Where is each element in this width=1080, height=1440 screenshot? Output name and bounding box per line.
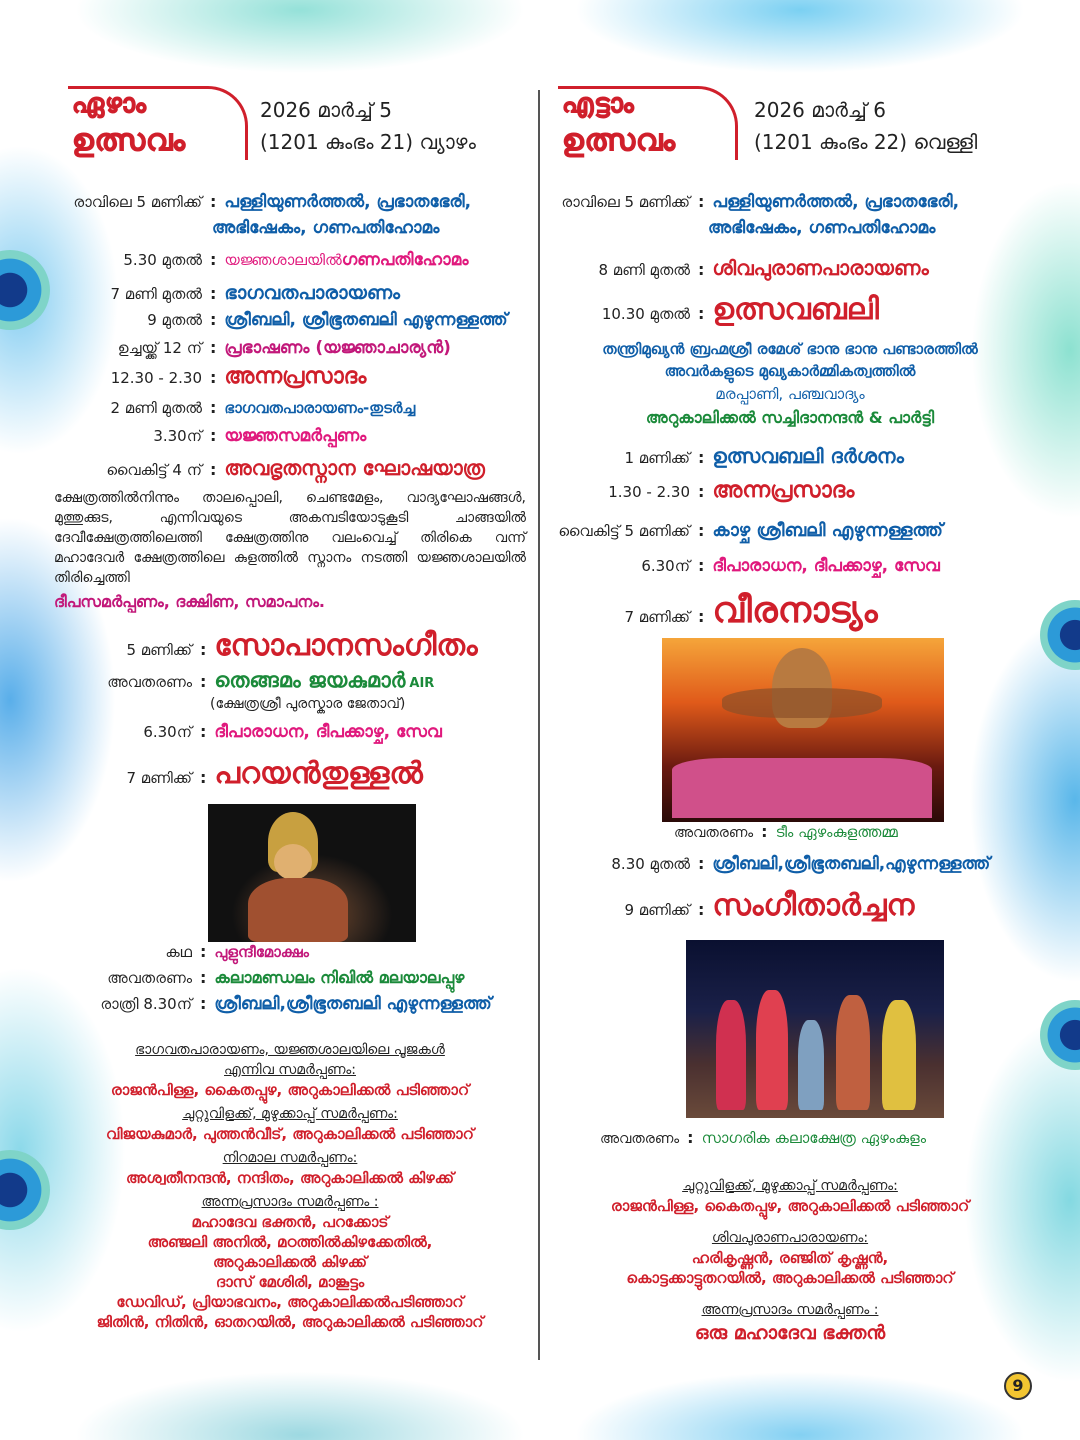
utsavabali-row: 10.30 മുതൽ : ഉത്സവബലി <box>550 292 879 327</box>
row-label: 12.30 - 2.30 <box>110 369 202 387</box>
row-value: കലാമണ്ഡലം നിഖിൽ മലയാലപ്പുഴ <box>214 968 465 987</box>
parayan-row: 7 മണിക്ക് : പറയൻതുള്ളൽ <box>50 756 423 791</box>
row-label: അവതരണം <box>600 1131 680 1147</box>
sponsor-name: കൊട്ടക്കാട്ടുതറയിൽ, അറുകാലിക്കൽ പടിഞ്ഞാറ് <box>626 1269 954 1287</box>
sponsor-heading: എന്നിവ സമർപ്പണം: <box>224 1062 356 1078</box>
row-label: 7 മണിക്ക് <box>624 608 690 626</box>
schedule-row: 2 മണി മുതൽ : ഭാഗവതപാരായണം-തുടർച്ച <box>50 398 415 417</box>
performer-row: അവതരണം : തെങ്ങമം ജയകുമാർ AIR <box>50 668 434 693</box>
day-eight-column <box>550 80 1030 1344</box>
sponsors-list <box>50 1036 530 1332</box>
schedule-row: വൈകിട്ട് 4 ന് : അവഭൃതസ്നാന ഘോഷയാത്ര <box>50 456 485 480</box>
performer-row: അവതരണം : സാഗരിക കലാക്ഷേത്ര ഏഴംകുളം <box>600 1128 927 1147</box>
veeranatyam-title: വീരനാട്യം <box>712 590 878 631</box>
row-label: 1 മണിക്ക് <box>624 449 690 467</box>
row-value: അന്നപ്രസാദം <box>712 478 855 503</box>
day-header <box>550 80 1030 170</box>
row-value: അഭിഷേകം, ഗണപതിഹോമം <box>708 218 936 238</box>
sangeetharchana-title: സംഗീതാർച്ചന <box>712 888 915 923</box>
row-value: ദീപാരാധന, ദീപക്കാഴ്ച, സേവ <box>712 556 940 576</box>
sponsor-name: ഒരു മഹാദേവ ഭക്തൻ <box>694 1322 886 1344</box>
performer-suffix: AIR <box>409 676 435 691</box>
row-value: പള്ളിയുണർത്തൽ, പ്രഭാതഭേരി, <box>224 192 472 212</box>
sponsor-name: അശ്വതീനന്ദൻ, നന്ദിതം, അറുകാലിക്കൽ കിഴക്ക് <box>126 1169 454 1187</box>
sangeetharchana-row: 9 മണിക്ക് : സംഗീതാർച്ചന <box>550 888 914 923</box>
schedule-row: 8.30 മുതൽ : ശ്രീബലി,ശ്രീഭൂതബലി,എഴുന്നള്ളത്ത് <box>550 854 990 874</box>
sponsors-list <box>550 1172 1030 1346</box>
badge-line2: ഉത്സവം <box>72 123 186 158</box>
ottanthullal-performer-photo <box>208 804 416 942</box>
award-note: (ക്ഷേത്രശ്രീ പുരസ്കാര ജേതാവ്) <box>210 696 406 712</box>
schedule-row: 3.30ന് : യജ്ഞസമർപ്പണം <box>50 426 366 446</box>
schedule-row: 6.30ന് : ദീപാരാധന, ദീപക്കാഴ്ച, സേവ <box>50 722 442 742</box>
schedule-row: 9 മുതൽ : ശ്രീബലി, ശ്രീഭൂതബലി എഴുന്നള്ളത്ത് <box>50 310 508 330</box>
row-value: യജ്ഞസമർപ്പണം <box>224 426 367 446</box>
row-value: ഭാഗവതപാരായണം-തുടർച്ച <box>224 399 416 417</box>
schedule-row: 12.30 - 2.30 : അന്നപ്രസാദം <box>50 364 366 389</box>
badge-line1: എട്ടാം <box>562 89 635 119</box>
singers-group-photo <box>686 940 944 1118</box>
sponsor-heading: അന്നപ്രസാദം സമർപ്പണം : <box>701 1302 879 1318</box>
row-value: യജ്ഞശാലയിൽ <box>224 251 342 269</box>
sponsor-name: മഹാദേവ ഭക്തൻ, പറക്കോട് <box>191 1213 389 1231</box>
date-line2: (1201 കുംഭം 21) വ്യാഴം <box>260 130 476 154</box>
row-label: 6.30ന് <box>641 557 690 575</box>
schedule-row: 8 മണി മുതൽ : ശിവപുരാണപാരായണം <box>550 256 929 280</box>
page-number: 9 <box>1004 1372 1032 1400</box>
badge-line2: ഉത്സവം <box>562 123 676 158</box>
schedule-row: 7 മണി മുതൽ : ഭാഗവതപാരായണം <box>50 282 400 304</box>
row-value-highlight: ഗണപതിഹോമം <box>341 250 469 270</box>
sopanam-row: 5 മണിക്ക് : സോപാനസംഗീതം <box>50 628 478 663</box>
sponsor-name: അഞ്ജലി അനിൽ, മഠത്തിൽകിഴക്കേതിൽ, <box>147 1233 433 1251</box>
row-label: അവതരണം <box>107 969 192 987</box>
row-label: 10.30 മുതൽ <box>601 305 690 323</box>
sponsor-heading: ശിവപുരാണപാരായണം: <box>711 1230 869 1246</box>
schedule-row: 1 മണിക്ക് : ഉത്സവബലി ദർശനം <box>550 444 904 468</box>
row-label: കഥ <box>165 943 192 961</box>
row-label: 5 മണിക്ക് <box>126 641 192 659</box>
badge-line1: ഏഴാം <box>72 89 147 119</box>
row-value: ശ്രീബലി, ശ്രീഭൂതബലി എഴുന്നള്ളത്ത് <box>224 310 508 330</box>
day-date <box>260 94 476 158</box>
row-label: 1.30 - 2.30 <box>608 483 690 501</box>
date-line2: (1201 കുംഭം 22) വെള്ളി <box>754 130 978 154</box>
program-page <box>50 80 1030 1400</box>
katha-row: കഥ : പുളുന്ദീമോക്ഷം <box>50 942 309 961</box>
utsavabali-title: ഉത്സവബലി <box>712 292 879 327</box>
row-value: ഭാഗവതപാരായണം <box>224 282 401 304</box>
row-value: അവഭൃതസ്നാന ഘോഷയാത്ര <box>224 456 485 480</box>
sponsor-heading: അന്നപ്രസാദം സമർപ്പണം : <box>201 1194 379 1210</box>
sponsor-heading: നിറമാല സമർപ്പണം: <box>222 1150 358 1166</box>
sponsor-name: ഡേവിഡ്, പ്രിയാഭവനം, അറുകാലിക്കൽപടിഞ്ഞാറ് <box>116 1293 464 1311</box>
schedule-row: 6.30ന് : ദീപാരാധന, ദീപക്കാഴ്ച, സേവ <box>550 556 940 576</box>
row-label: 7 മണി മുതൽ <box>110 285 202 303</box>
row-value: അഭിഷേകം, ഗണപതിഹോമം <box>212 218 440 238</box>
sponsor-name: ജിതിൻ, നിതിൻ, ഓതറയിൽ, അറുകാലിക്കൽ പടിഞ്ഞാറ് <box>96 1313 484 1331</box>
row-label: 9 മണിക്ക് <box>624 901 690 919</box>
tantri-block: തന്ത്രിമുഖ്യൻ ബ്രഹ്മശ്രീ രമേശ് ഭാനു ഭാനു പണ്ടാരത്തിൽ അവർകളുടെ മുഖ്യകാർമ്മികത്വത്തിൽ മരപ്പാണി, പഞ്ചവാദ്യം അറുകാലിക്കൽ സച്ചിദാനന്ദൻ & പാർട്ടി <box>602 340 978 427</box>
row-label: 2 മണി മുതൽ <box>110 399 202 417</box>
sponsor-name: ഹരികൃഷ്ണൻ, രഞ്ജിത് കൃഷ്ണൻ, <box>691 1249 889 1267</box>
sponsor-heading: ഭാഗവതപാരായണം, യജ്ഞശാലയിലെ പൂജകൾ <box>135 1042 445 1058</box>
column-divider <box>538 90 540 1360</box>
row-value: ശ്രീബലി,ശ്രീഭൂതബലി എഴുന്നള്ളത്ത് <box>214 994 492 1014</box>
row-label: രാവിലെ 5 മണിക്ക് <box>73 193 202 211</box>
row-label: 9 മുതൽ <box>147 311 202 329</box>
performer-row: അവതരണം : ടീം ഏഴംകുളത്തമ്മ <box>674 822 898 841</box>
sponsor-name: വിജയകുമാർ, പുത്തൻവീട്, അറുകാലിക്കൽ പടിഞ്ഞാറ് <box>106 1125 474 1143</box>
row-label: ഉച്ചയ്ക്ക് 12 ന് <box>117 339 202 357</box>
row-label: അവതരണം <box>674 825 754 841</box>
row-value: കാഴ്ച ശ്രീബലി എഴുന്നള്ളത്ത് <box>712 520 943 541</box>
performer-row: അവതരണം : കലാമണ്ഡലം നിഖിൽ മലയാലപ്പുഴ <box>50 968 464 988</box>
sponsor-heading: ചുറ്റുവിളക്ക്, മുഴുക്കാപ്പ് സമർപ്പണം: <box>182 1106 398 1122</box>
row-label: 6.30ന് <box>143 723 192 741</box>
sponsor-name: അറുകാലിക്കൽ കിഴക്ക് <box>213 1253 367 1271</box>
procession-end: ദീപസമർപ്പണം, ദക്ഷിണ, സമാപനം. <box>54 592 325 611</box>
row-value: ശിവപുരാണപാരായണം <box>712 256 929 280</box>
row-value: പ്രഭാഷണം (യജ്ഞാചാര്യൻ) <box>224 338 451 358</box>
row-value: ടീം ഏഴംകുളത്തമ്മ <box>775 823 898 841</box>
schedule-row <box>708 218 935 238</box>
row-label: രാവിലെ 5 മണിക്ക് <box>561 193 690 211</box>
procession-description: ക്ഷേത്രത്തിൽനിന്നും താലപ്പൊലി, ചെണ്ടമേളം, വാദ്യഘോഷങ്ങൾ, മുത്തുക്കുട, എന്നിവയുടെ അകമ്പടിയോടുകൂടി ചാങ്ങയിൽ ദേവീക്ഷേത്രത്തിലെത്തി ക്ഷേത്രത്തിനു വലംവെച്ച് തിരികെ വന്ന് മഹാദേവർ ക്ഷേത്രത്തിലെ കുളത്തിൽ സ്നാനം നടത്തി യജ്ഞശാലയിൽ തിരിച്ചെത്തി <box>54 490 526 586</box>
row-label: 7 മണിക്ക് <box>126 769 192 787</box>
row-label: 3.30ന് <box>153 427 202 445</box>
date-line1: 2026 മാർച്ച് 5 <box>260 98 392 122</box>
day-seven-column <box>50 80 530 1331</box>
schedule-row: രാവിലെ 5 മണിക്ക് : പള്ളിയുണർത്തൽ, പ്രഭാതഭേരി, <box>550 192 959 212</box>
parayan-title: പറയൻതുള്ളൽ <box>214 756 423 791</box>
sopanam-title: സോപാനസംഗീതം <box>214 628 478 663</box>
veeranatyam-row: 7 മണിക്ക് : വീരനാട്യം <box>550 590 878 632</box>
row-value: ഉത്സവബലി ദർശനം <box>712 444 904 468</box>
schedule-row: രാവിലെ 5 മണിക്ക് : പള്ളിയുണർത്തൽ, പ്രഭാതഭേരി, <box>50 192 471 212</box>
sponsor-heading: ചുറ്റുവിളക്ക്, മുഴുക്കാപ്പ് സമർപ്പണം: <box>682 1178 898 1194</box>
schedule-row: ഉച്ചയ്ക്ക് 12 ന് : പ്രഭാഷണം (യജ്ഞാചാര്യൻ) <box>50 338 451 358</box>
row-value: ദീപാരാധന, ദീപക്കാഴ്ച, സേവ <box>214 722 442 742</box>
row-value: പുളുന്ദീമോക്ഷം <box>214 943 309 961</box>
day-badge <box>68 86 248 160</box>
row-label: 8 മണി മുതൽ <box>598 261 690 279</box>
day-header <box>50 80 530 170</box>
row-label: അവതരണം <box>107 673 192 691</box>
schedule-row: രാത്രി 8.30ന് : ശ്രീബലി,ശ്രീഭൂതബലി എഴുന്നള്ളത്ത് <box>50 994 492 1014</box>
schedule-row: വൈകിട്ട് 5 മണിക്ക് : കാഴ്ച ശ്രീബലി എഴുന്നള്ളത്ത് <box>550 520 943 541</box>
row-value: അന്നപ്രസാദം <box>224 364 367 389</box>
sponsor-name: ദാസ് മേശിരി, മാങ്കൂട്ടം <box>215 1273 365 1291</box>
row-label: വൈകിട്ട് 4 ന് <box>106 461 202 479</box>
schedule-row <box>212 218 439 238</box>
schedule-row: 1.30 - 2.30 : അന്നപ്രസാദം <box>550 478 854 503</box>
row-value: സാഗരിക കലാക്ഷേത്ര ഏഴംകുളം <box>701 1129 927 1147</box>
row-value: ശ്രീബലി,ശ്രീഭൂതബലി,എഴുന്നള്ളത്ത് <box>712 854 991 874</box>
day-date <box>754 94 977 158</box>
row-label: 8.30 മുതൽ <box>611 855 690 873</box>
day-badge <box>558 86 738 160</box>
sponsor-name: രാജൻപിള്ള, കൈതപ്പുഴ, അറുകാലിക്കൽ പടിഞ്ഞാറ് <box>110 1081 470 1099</box>
schedule-row: 5.30 മുതൽ : യജ്ഞശാലയിൽ ഗണപതിഹോമം <box>50 250 468 270</box>
row-value: പള്ളിയുണർത്തൽ, പ്രഭാതഭേരി, <box>712 192 960 212</box>
row-label: വൈകിട്ട് 5 മണിക്ക് <box>558 522 690 540</box>
performer-name: തെങ്ങമം ജയകുമാർ <box>214 668 406 692</box>
row-label: 5.30 മുതൽ <box>123 251 202 269</box>
date-line1: 2026 മാർച്ച് 6 <box>754 98 886 122</box>
sponsor-name: രാജൻപിള്ള, കൈതപ്പുഴ, അറുകാലിക്കൽ പടിഞ്ഞാറ് <box>610 1197 970 1215</box>
goddess-dance-photo <box>662 638 944 822</box>
row-label: രാത്രി 8.30ന് <box>100 995 192 1013</box>
